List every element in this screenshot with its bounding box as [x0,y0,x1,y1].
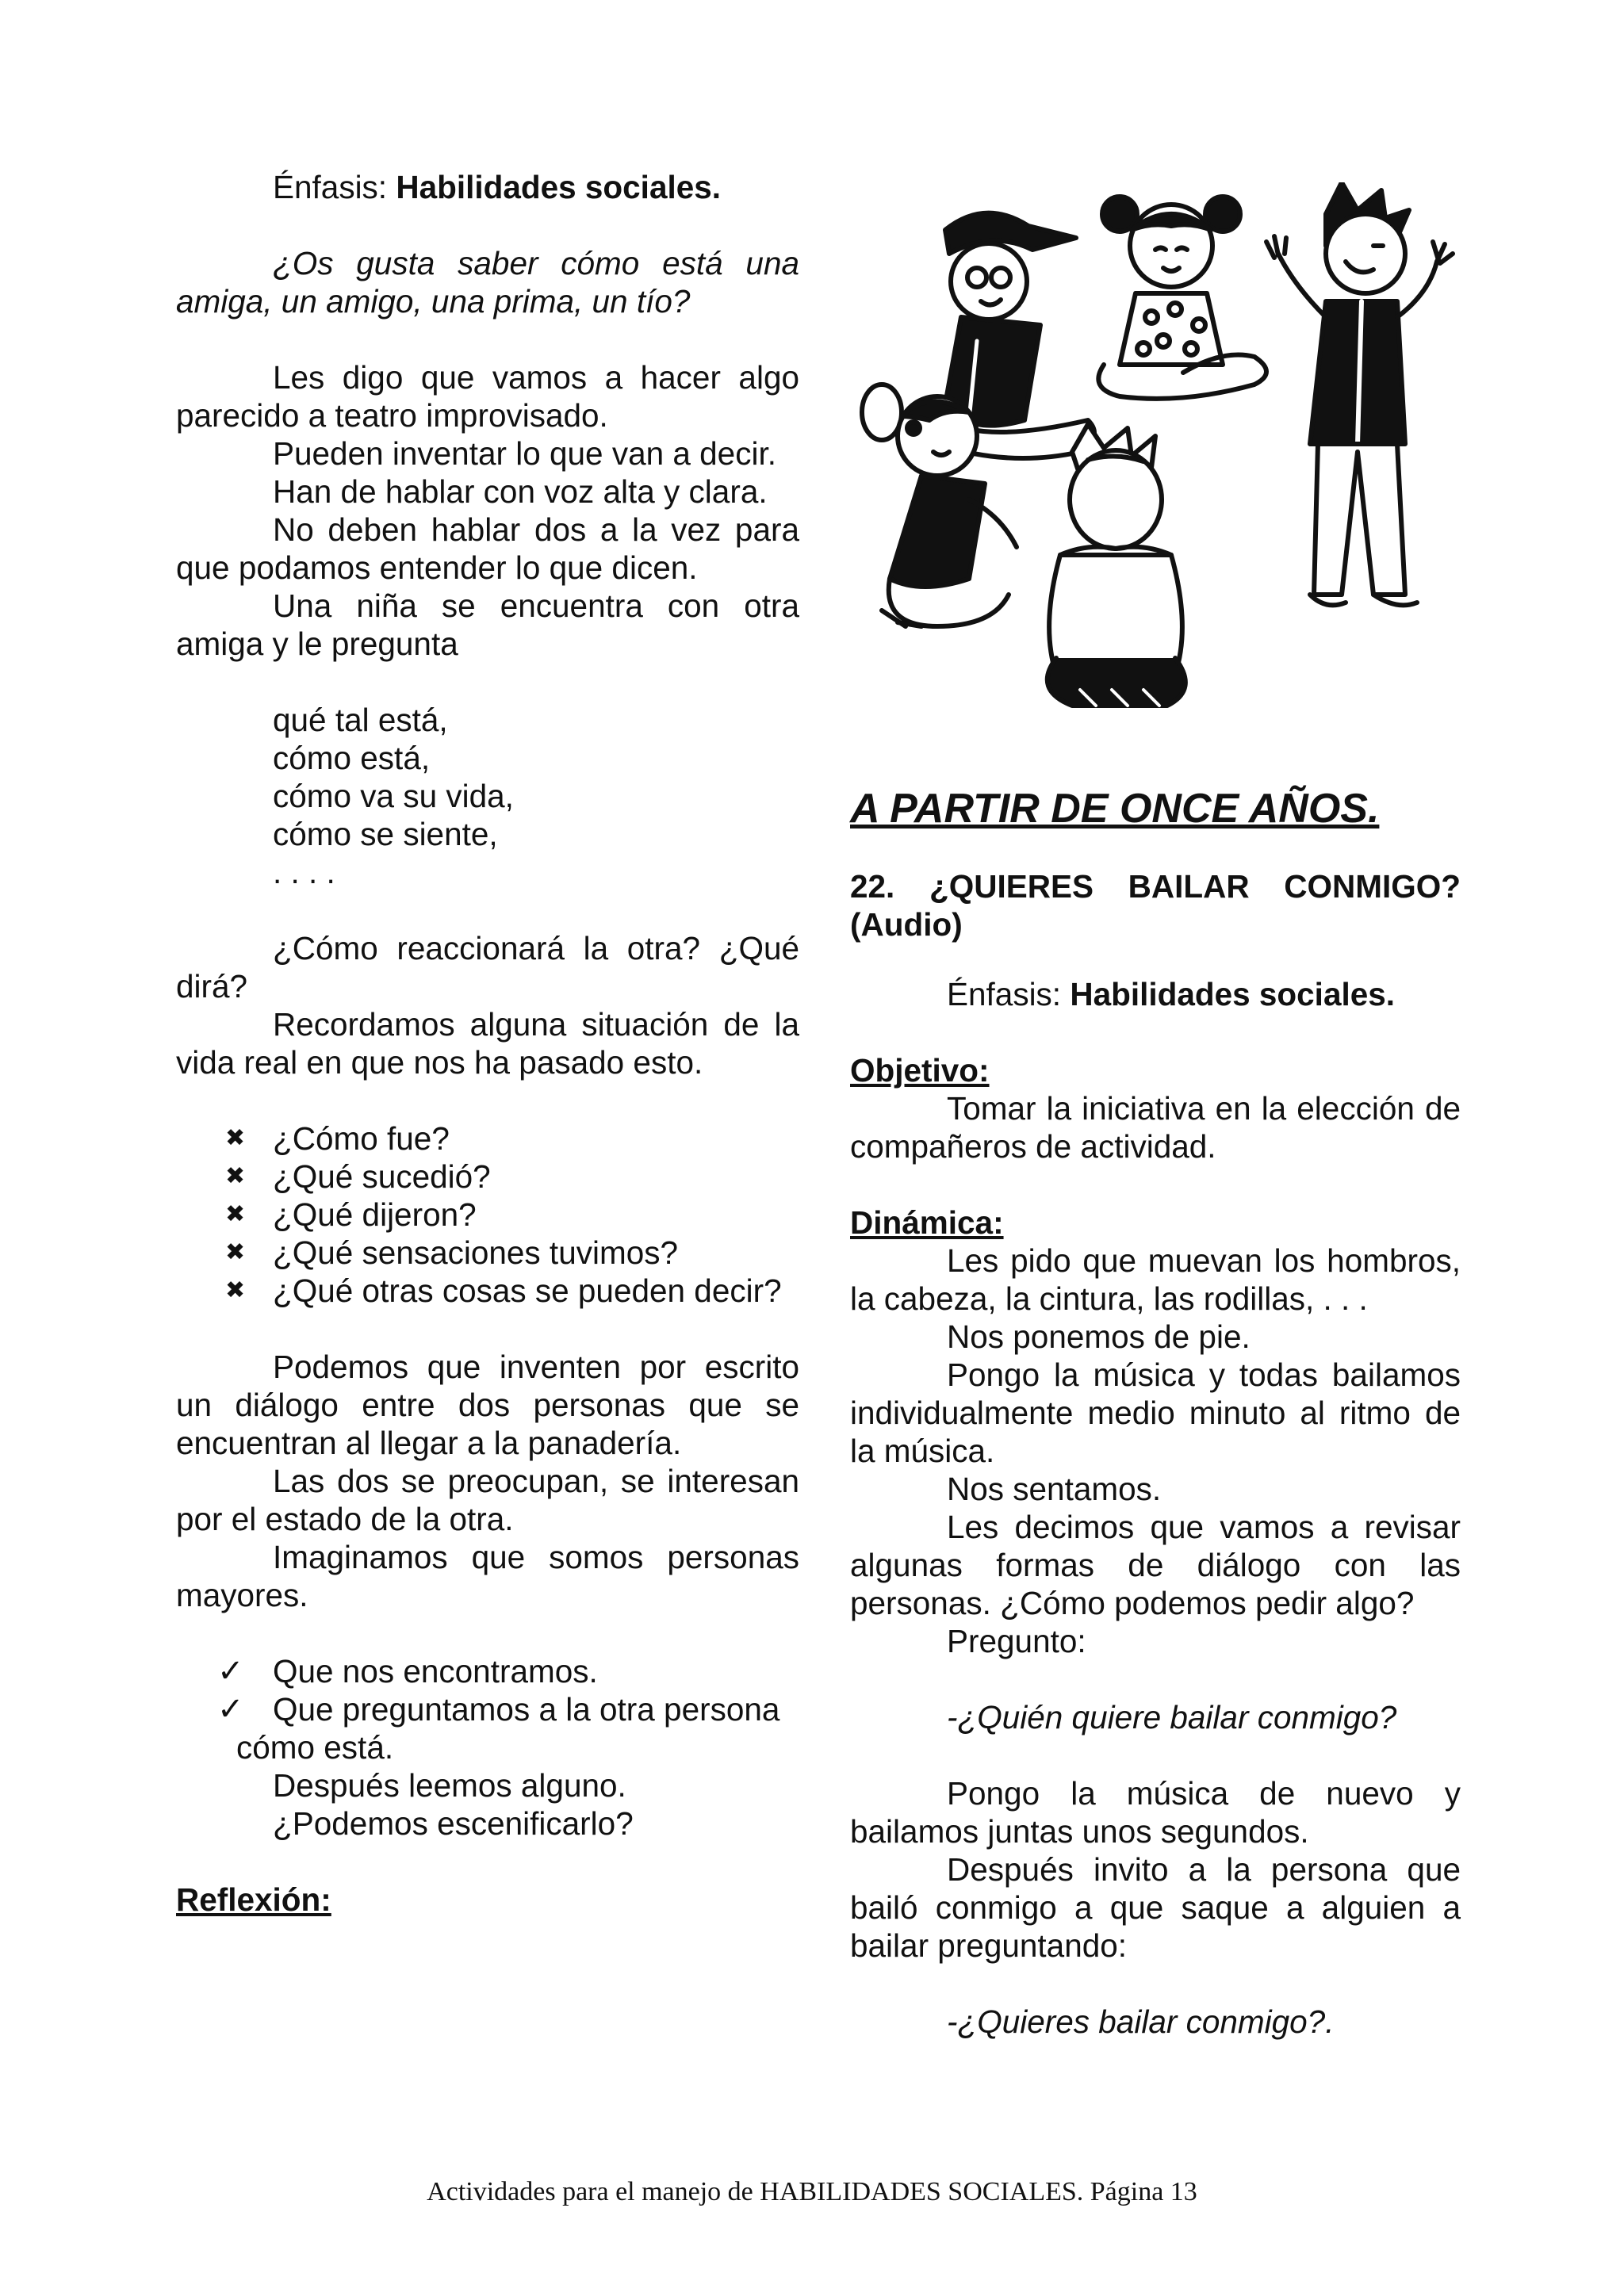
paragraph-7: Recordamos alguna situación de la vida real en que nos ha pasado esto. [176,1006,799,1081]
paragraph-4: No deben hablar dos a la vez para que podamos entender lo que dicen. [176,511,799,586]
activity-title: 22. ¿QUIERES BAILAR CONMIGO? (Audio) [850,868,1461,943]
question-text: ¿Qué dijeron? [273,1196,477,1233]
paragraph-11: Después leemos alguno. [273,1767,626,1804]
check-icon: ✓ [217,1654,244,1689]
dinamica-paragraph-4: Nos sentamos. [947,1471,1162,1507]
question-item [176,1158,799,1196]
question-text: ¿Qué sucedió? [273,1158,491,1195]
check-icon: ✓ [217,1692,244,1727]
list-item: qué tal está, [273,702,448,738]
right-column [850,785,1461,2041]
paragraph-10: Imaginamos que somos personas mayores. [176,1539,799,1613]
cross-bullet-icon: ✖ [225,1239,246,1265]
cross-bullet-icon: ✖ [225,1163,246,1189]
question-item [176,1234,799,1272]
dinamica-paragraph-7: Pongo la música de nuevo y bailamos juntas unos segundos. [850,1775,1461,1850]
check-text: Que preguntamos a la otra persona [273,1691,780,1728]
list-item: cómo va su vida, [273,778,514,814]
dinamica-paragraph-2: Nos ponemos de pie. [947,1318,1251,1355]
dinamica-heading: Dinámica: [850,1204,1004,1241]
reflexion-heading: Reflexión: [176,1881,331,1918]
question-item [176,1196,799,1234]
page-footer: Actividades para el manejo de HABILIDADES SOCIALES. Página 13 [427,2177,1197,2206]
left-column [176,168,799,1919]
paragraph-8: Podemos que inventen por escrito un diálogo entre dos personas que se encuentran al llegar a la panadería. [176,1349,799,1461]
cross-bullet-icon: ✖ [225,1201,246,1227]
dinamica-paragraph-5: Les decimos que vamos a revisar algunas formas de diálogo con las personas. ¿Cómo podemos pedir algo? [850,1509,1461,1621]
age-heading: A PARTIR DE ONCE AÑOS. [850,786,1380,832]
list-item: . . . . [273,854,335,890]
quote-1: -¿Quién quiere bailar conmigo? [947,1699,1397,1735]
dinamica-paragraph-3: Pongo la música y todas bailamos individualmente medio minuto al ritmo de la música. [850,1357,1461,1469]
list-item: cómo está, [273,740,431,776]
dinamica-paragraph-1: Les pido que muevan los hombros, la cabeza, la cintura, las rodillas, . . . [850,1242,1461,1317]
list-item: cómo se siente, [273,816,498,852]
question-item [176,1272,799,1310]
paragraph-5: Una niña se encuentra con otra amiga y le pregunta [176,587,799,662]
cross-bullet-icon: ✖ [225,1125,246,1151]
enfasis-label: Énfasis: [273,169,396,205]
paragraph-6: ¿Cómo reaccionará la otra? ¿Qué dirá? [176,930,799,1004]
quote-2: -¿Quieres bailar conmigo?. [947,2003,1335,2040]
objetivo-heading: Objetivo: [850,1052,990,1089]
question-text: ¿Cómo fue? [273,1120,450,1157]
paragraph-9: Las dos se preocupan, se interesan por el estado de la otra. [176,1463,799,1537]
paragraph-3: Han de hablar con voz alta y clara. [273,473,768,510]
enfasis-line [850,975,1461,1013]
dinamica-paragraph-8: Después invito a la persona que bailó conmigo a que saque a alguien a bailar preguntando: [850,1851,1461,1964]
dinamica-paragraph-6: Pregunto: [947,1623,1086,1659]
check-text: Que nos encontramos. [273,1653,598,1689]
question-text: ¿Qué sensaciones tuvimos? [273,1234,678,1271]
paragraph-12: ¿Podemos escenificarlo? [273,1805,634,1842]
enfasis-value: Habilidades sociales. [396,169,722,205]
question-item [176,1119,799,1158]
check-item [176,1690,799,1728]
enfasis-line [176,168,799,206]
intro-question: ¿Os gusta saber cómo está una amiga, un amigo, una prima, un tío? [176,245,799,320]
enfasis-label: Énfasis: [947,976,1071,1012]
children-group-illustration [850,182,1461,710]
check-item [176,1652,799,1690]
paragraph-1: Les digo que vamos a hacer algo parecido a teatro improvisado. [176,359,799,434]
paragraph-2: Pueden inventar lo que van a decir. [273,435,776,472]
enfasis-value: Habilidades sociales. [1070,976,1396,1012]
check-continuation: cómo está. [236,1729,394,1766]
question-text: ¿Qué otras cosas se pueden decir? [273,1272,782,1309]
objetivo-text: Tomar la iniciativa en la elección de compañeros de actividad. [850,1090,1461,1165]
cross-bullet-icon: ✖ [225,1277,246,1303]
